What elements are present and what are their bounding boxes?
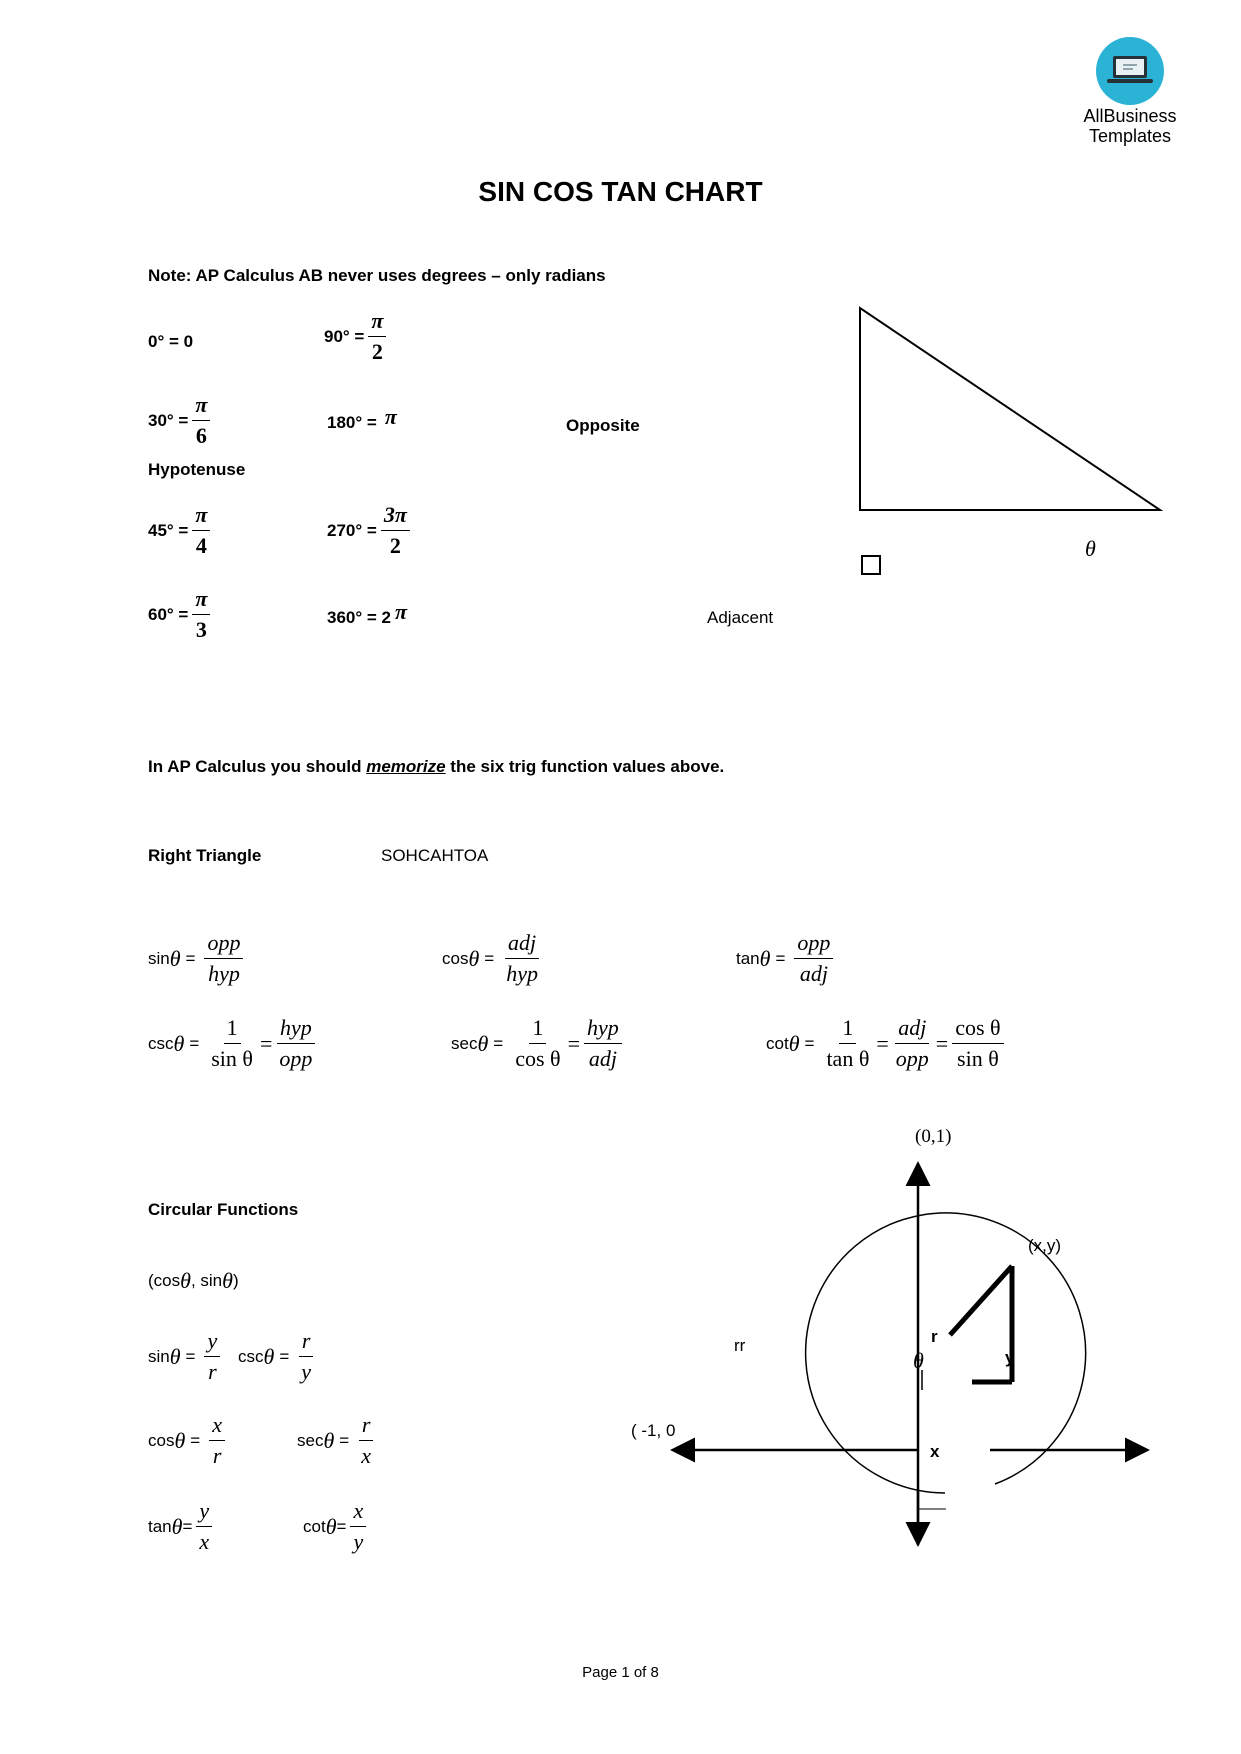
unit-circle-left-label: ( -1, 0 [631, 1421, 676, 1440]
conversion-180: 180° = π [327, 404, 397, 432]
unit-circle-r-outer-label: rr [734, 1336, 746, 1355]
sohcahtoa-label: SOHCAHTOA [381, 846, 489, 865]
circular-cos: cos θ = $\frac{x}{r}$ [148, 1414, 229, 1467]
memorize-note: In AP Calculus you should memorize the six trig function values above. [148, 757, 725, 776]
laptop-icon [1093, 34, 1167, 108]
conversion-60: 60° = $\frac{\pi}{3}$ [148, 588, 214, 641]
conversion-0: 0° = 0 [148, 332, 194, 351]
unit-circle-theta-label: θ [913, 1348, 924, 1373]
circular-sin: sin θ = $\frac{y}{r}$ [148, 1330, 224, 1383]
conversion-270: 270° = $\frac{3\pi}{2}$ [327, 504, 414, 557]
logo-line-2: Templates [1088, 126, 1172, 146]
ratio-cot: cot θ = $\frac{1}{\text{tan θ}}$ = $\frac{\text{adj}}{\text{opp}}$ = $\frac{\text{cos θ}}{\text{sin θ}}$ [766, 1017, 1008, 1070]
right-triangle-shape [860, 308, 1160, 510]
triangle-theta-label: θ [1085, 536, 1096, 561]
unit-circle-top-label: (0,1) [915, 1126, 952, 1147]
ratio-csc: csc θ = $\frac{1}{\text{sin θ}}$ = $\frac{\text{hyp}}{\text{opp}}$ [148, 1017, 319, 1070]
ratio-tan: tan θ = $\frac{\text{opp}}{\text{adj}}$ [736, 932, 837, 985]
conversion-90: 90° = $\frac{\pi}{2}$ [324, 310, 390, 363]
ratio-sin: sin θ = $\frac{\text{opp}}{\text{hyp}}$ [148, 932, 247, 985]
circular-point: (cos θ , sin θ ) [148, 1268, 239, 1293]
triangle-hypotenuse-label: Hypotenuse [148, 460, 246, 479]
conversion-30: 30° = $\frac{\pi}{6}$ [148, 394, 214, 447]
ratio-sec: sec θ = $\frac{1}{\text{cos θ}}$ = $\frac{\text{hyp}}{\text{adj}}$ [451, 1017, 626, 1070]
circular-cot: cot θ = $\frac{x}{y}$ [303, 1500, 370, 1553]
conversion-360: 360° = 2 π [327, 599, 408, 627]
page-title: SIN COS TAN CHART [478, 176, 763, 207]
unit-circle-point-label: (x,y) [1028, 1236, 1062, 1255]
page-footer: Page 1 of 8 [582, 1664, 659, 1681]
circular-functions-heading: Circular Functions [148, 1200, 299, 1219]
logo-line-1: AllBusiness [1083, 106, 1177, 126]
unit-circle-x-label: x [930, 1442, 940, 1461]
unit-circle-y-label: y [1005, 1348, 1015, 1367]
circular-sec: sec θ = $\frac{r}{x}$ [297, 1414, 378, 1467]
triangle-adjacent-label: Adjacent [707, 608, 774, 627]
right-angle-marker [862, 556, 880, 574]
unit-circle-r-label: r [931, 1327, 938, 1346]
radius-line [950, 1266, 1012, 1335]
radians-note: Note: AP Calculus AB never uses degrees – only radians [148, 266, 606, 285]
right-triangle-diagram [850, 300, 1170, 580]
conversion-45: 45° = $\frac{\pi}{4}$ [148, 504, 214, 557]
right-triangle-heading: Right Triangle [148, 846, 262, 865]
triangle-opposite-label: Opposite [566, 416, 640, 435]
ratio-cos: cos θ = $\frac{\text{adj}}{\text{hyp}}$ [442, 930, 538, 986]
circular-tan: tan θ = $\frac{y}{x}$ [148, 1500, 216, 1553]
circular-csc: csc θ = $\frac{r}{y}$ [238, 1330, 318, 1383]
